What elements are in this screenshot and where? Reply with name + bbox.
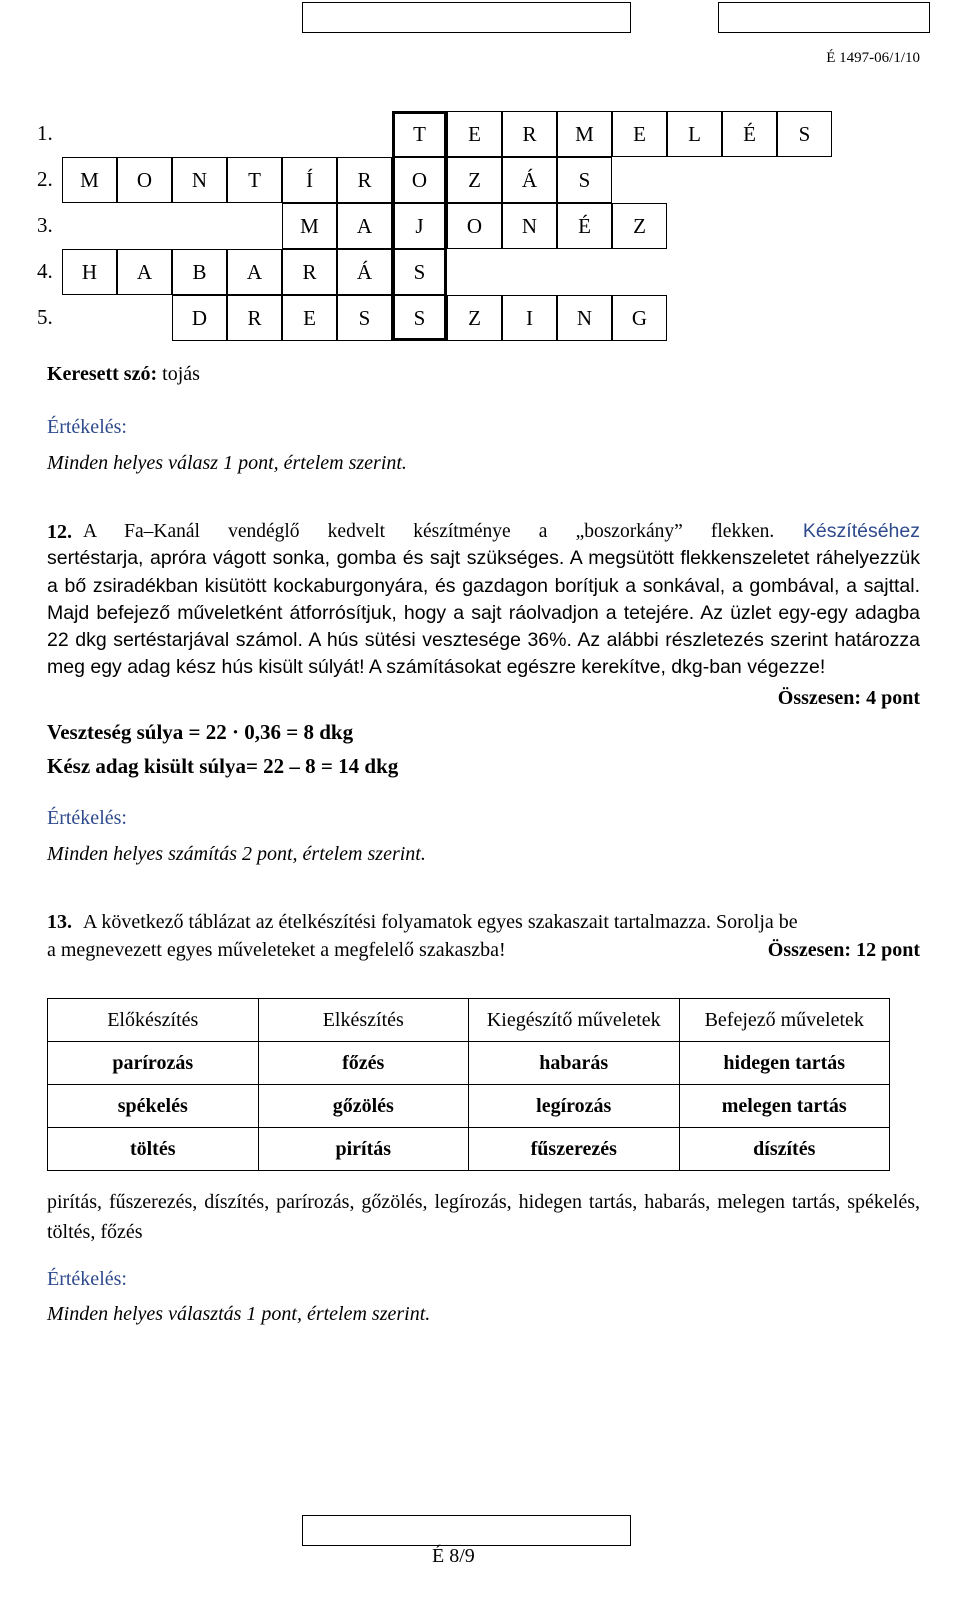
- crossword-cell: L: [667, 111, 722, 157]
- crossword-cell: S: [337, 295, 392, 341]
- evaluation-text-3: Minden helyes választás 1 pont, értelem szerint.: [47, 1303, 431, 1325]
- crossword-cell: N: [172, 157, 227, 203]
- stage-table: [47, 998, 890, 1171]
- table-row: [48, 1128, 890, 1171]
- crossword-cell: S: [392, 295, 447, 341]
- crossword-row: [32, 157, 852, 203]
- crossword-cell: E: [612, 111, 667, 157]
- crossword-cell: R: [282, 249, 337, 295]
- crossword-cell: A: [337, 203, 392, 249]
- table-row: [48, 1042, 890, 1085]
- question-13-number: 13.: [47, 911, 72, 933]
- answer-line: [47, 362, 200, 386]
- crossword-cell: D: [172, 295, 227, 341]
- crossword-cell: E: [447, 111, 502, 157]
- question-12-total: Összesen: 4 pont: [777, 687, 920, 709]
- evaluation-label-2: Értékelés:: [47, 807, 127, 829]
- table-cell: hidegen tartás: [679, 1042, 890, 1085]
- crossword-cell: Z: [612, 203, 667, 249]
- crossword-cell: T: [392, 111, 447, 157]
- table-cell: melegen tartás: [679, 1085, 890, 1128]
- question-12-line-b: Készítéséhez: [802, 520, 920, 542]
- table-cell: spékelés: [48, 1085, 259, 1128]
- table-header-cell: Kiegészítő műveletek: [469, 999, 680, 1042]
- crossword-cell: O: [392, 157, 447, 203]
- crossword-cell: R: [502, 111, 557, 157]
- crossword-cell: Í: [282, 157, 337, 203]
- question-12-number: 12.: [47, 521, 72, 543]
- footer-box: [302, 1515, 631, 1546]
- crossword-cell: Z: [447, 157, 502, 203]
- crossword-cell: B: [172, 249, 227, 295]
- table-cell: főzés: [258, 1042, 469, 1085]
- table-cell: fűszerezés: [469, 1128, 680, 1171]
- header-box-right: [718, 2, 930, 33]
- crossword-cell: S: [557, 157, 612, 203]
- crossword-cell: S: [777, 111, 832, 157]
- question-12-body: sertéstarja, apróra vágott sonka, gomba és sajt szükséges. A megsütött flekkenszeletet ráhelyezzük a bő zsiradékban kisütött kockaburgonyára, és gazdagon borítjuk a sonkával, a gombával, a sajttal. Majd befejező műveletként átforrósítjuk, hogy a sajt ráolvadjon a tetejére. Az üzlet egy-egy adagba 22 dkg sertéstarjával számol. A hús sütési vesztesége 36%. Az alábbi részletezés szerint határozza meg egy adag kész hús kisült súlyát! A számításokat egészre kerekítve, dkg-ban végezze!: [47, 547, 920, 679]
- table-header-cell: Befejező műveletek: [679, 999, 890, 1042]
- evaluation-label-1: Értékelés:: [47, 416, 127, 438]
- table-cell: gőzölés: [258, 1085, 469, 1128]
- document-code: É 1497-06/1/10: [826, 50, 920, 66]
- crossword-cell: N: [557, 295, 612, 341]
- table-cell: parírozás: [48, 1042, 259, 1085]
- crossword-cell: R: [337, 157, 392, 203]
- crossword-cell: R: [227, 295, 282, 341]
- crossword-cell: I: [502, 295, 557, 341]
- crossword-row-number: 3.: [37, 213, 53, 237]
- crossword-cell: A: [117, 249, 172, 295]
- crossword-row: [32, 249, 852, 295]
- table-header-cell: Elkészítés: [258, 999, 469, 1042]
- crossword-cell: N: [502, 203, 557, 249]
- crossword-cell: Á: [337, 249, 392, 295]
- crossword-cell: E: [282, 295, 337, 341]
- calc-line-2: Kész adag kisült súlya= 22 – 8 = 14 dkg: [47, 754, 399, 778]
- page-number: É 8/9: [432, 1545, 475, 1567]
- crossword-cell: Z: [447, 295, 502, 341]
- question-13-line-1: A következő táblázat az ételkészítési folyamatok egyes szakaszait tartalmazza. Sorolja be: [83, 911, 798, 933]
- question-12-text: [47, 518, 920, 682]
- question-13-total: Összesen: 12 pont: [767, 939, 920, 961]
- question-12-line-a: A Fa–Kanál vendéglő kedvelt készítménye a „boszorkány” flekken.: [83, 521, 775, 542]
- table-cell: legírozás: [469, 1085, 680, 1128]
- table-cell: pirítás: [258, 1128, 469, 1171]
- crossword-row: [32, 295, 852, 341]
- crossword-cell: M: [557, 111, 612, 157]
- table-row: [48, 1085, 890, 1128]
- evaluation-text-1: Minden helyes válasz 1 pont, értelem szerint.: [47, 452, 407, 474]
- evaluation-text-2: Minden helyes számítás 2 pont, értelem szerint.: [47, 843, 426, 865]
- crossword-row-number: 4.: [37, 259, 53, 283]
- crossword-row: [32, 111, 852, 157]
- crossword-row-number: 5.: [37, 305, 53, 329]
- crossword-cell: J: [392, 203, 447, 249]
- calc-line-1: Veszteség súlya = 22 · 0,36 = 8 dkg: [47, 720, 354, 744]
- crossword-cell: É: [722, 111, 777, 157]
- evaluation-label-3: Értékelés:: [47, 1268, 127, 1290]
- crossword-cell: H: [62, 249, 117, 295]
- crossword-row: [32, 203, 852, 249]
- answer-value: tojás: [162, 363, 200, 385]
- table-cell: díszítés: [679, 1128, 890, 1171]
- crossword-cell: S: [392, 249, 447, 295]
- crossword-row-number: 1.: [37, 121, 53, 145]
- crossword-cell: O: [117, 157, 172, 203]
- crossword-cell: É: [557, 203, 612, 249]
- word-list: pirítás, fűszerezés, díszítés, parírozás, gőzölés, legírozás, hidegen tartás, habarás, melegen tartás, spékelés, töltés, főzés: [47, 1191, 920, 1243]
- crossword-cell: M: [282, 203, 337, 249]
- crossword-cell: G: [612, 295, 667, 341]
- crossword-cell: Á: [502, 157, 557, 203]
- crossword-cell: T: [227, 157, 282, 203]
- table-cell: töltés: [48, 1128, 259, 1171]
- header-box-left: [302, 2, 631, 33]
- crossword-cell: M: [62, 157, 117, 203]
- question-13-line-2: a megnevezett egyes műveleteket a megfelelő szakaszba!: [47, 939, 506, 961]
- crossword-row-number: 2.: [37, 167, 53, 191]
- answer-label: Keresett szó:: [47, 363, 158, 385]
- crossword-cell: A: [227, 249, 282, 295]
- table-header-row: [48, 999, 890, 1042]
- table-cell: habarás: [469, 1042, 680, 1085]
- crossword-cell: O: [447, 203, 502, 249]
- table-header-cell: Előkészítés: [48, 999, 259, 1042]
